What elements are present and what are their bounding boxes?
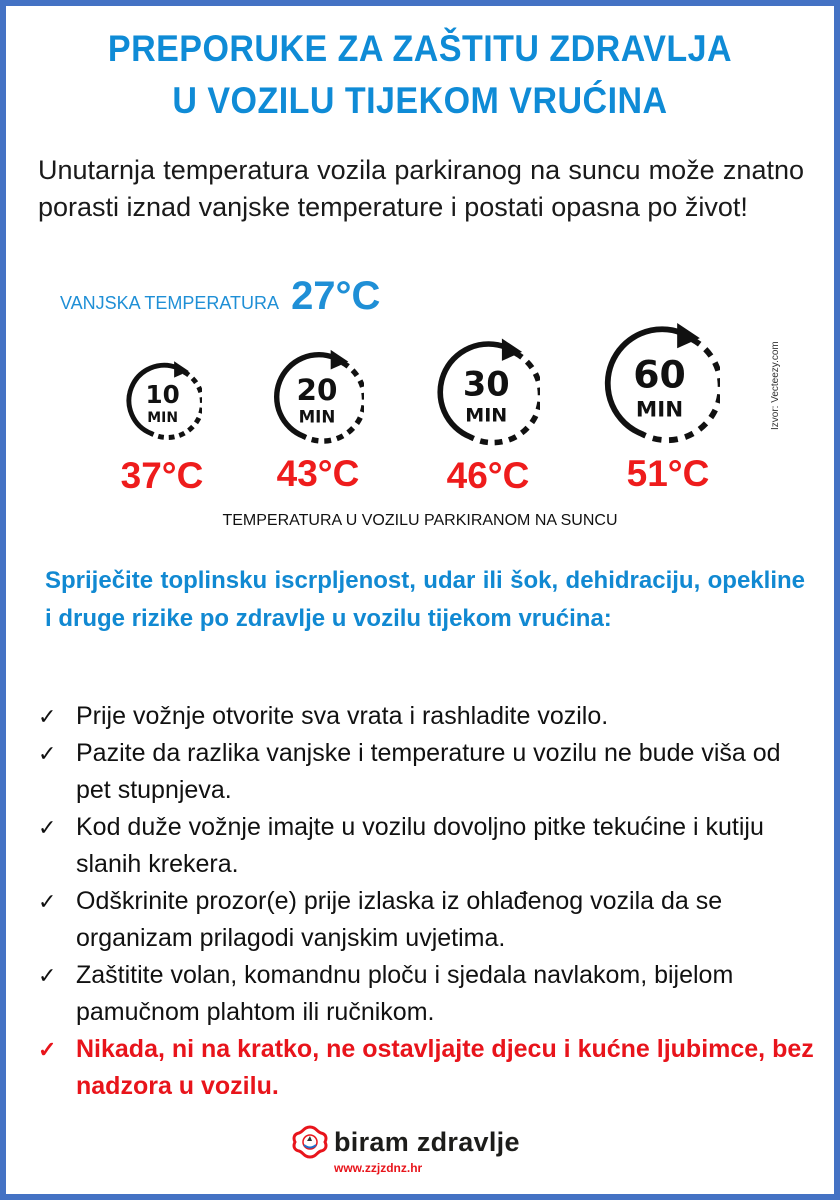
outside-temperature-label: VANJSKA TEMPERATURA xyxy=(60,293,280,313)
tip-item xyxy=(38,809,818,883)
tip-text: Nikada, ni na kratko, ne ostavljajte djecu i kućne ljubimce, bez nadzora u vozilu. xyxy=(76,1035,814,1100)
temperature-caption: TEMPERATURA U VOZILU PARKIRANOM NA SUNCU xyxy=(222,512,618,529)
timer-number: 30 xyxy=(462,364,510,404)
tip-item-warning xyxy=(38,1031,818,1105)
logo-emblem-icon xyxy=(292,1125,328,1159)
timer-unit: MIN xyxy=(147,409,179,426)
tip-text: Kod duže vožnje imajte u vozilu dovoljno pitke tekućine i kutiju slanih krekera. xyxy=(76,813,764,878)
tip-item xyxy=(38,883,818,957)
timer-icon-60 xyxy=(594,318,720,444)
outside-temperature-value: 27°C xyxy=(291,274,381,318)
outside-temperature xyxy=(60,274,380,319)
tips-list xyxy=(38,698,818,1105)
timer-number: 20 xyxy=(296,372,338,407)
title-line-1: PREPORUKE ZA ZAŠTITU ZDRAVLJA xyxy=(107,28,733,69)
checkmark-icon: ✓ xyxy=(38,815,57,840)
tip-text: Prije vožnje otvorite sva vrata i rashladite vozilo. xyxy=(76,702,609,730)
tip-item xyxy=(38,957,818,1031)
temp-30min: 46°C xyxy=(446,455,530,496)
checkmark-icon: ✓ xyxy=(38,889,57,914)
intro-paragraph: Unutarnja temperatura vozila parkiranog na suncu može znatno porasti iznad vanjske temperature i postati opasna po život! xyxy=(38,155,804,222)
image-source-credit: Izvor: Vecteezy.com xyxy=(770,341,781,430)
timer-icon-10 xyxy=(120,358,202,440)
title-line-2: U VOZILU TIJEKOM VRUĆINA xyxy=(172,80,668,121)
logo-text: biram zdravlje xyxy=(334,1126,520,1157)
tip-text: Odškrinite prozor(e) prije izlaska iz ohlađenog vozila da se organizam prilagodi vanjskim uvjetima. xyxy=(76,887,723,952)
tip-text: Pazite da razlika vanjske i temperature u vozilu ne bude viša od pet stupnjeva. xyxy=(76,739,781,804)
checkmark-icon: ✓ xyxy=(38,1037,57,1062)
timer-unit: MIN xyxy=(635,397,684,423)
logo xyxy=(292,1125,520,1159)
temp-20min: 43°C xyxy=(276,453,360,494)
tip-item xyxy=(38,698,818,735)
timer-unit: MIN xyxy=(298,407,336,427)
timer-number: 60 xyxy=(633,352,686,397)
timer-icon-20 xyxy=(266,346,364,444)
tip-item xyxy=(38,735,818,809)
timer-number: 10 xyxy=(145,380,180,410)
temp-10min: 37°C xyxy=(120,455,204,496)
website-link[interactable]: www.zzjzdnz.hr xyxy=(334,1161,423,1175)
temp-60min: 51°C xyxy=(626,453,710,494)
prevention-heading: Spriječite toplinsku iscrpljenost, udar ili šok, dehidraciju, opekline i druge rizike po zdravlje u vozilu tijekom vrućina: xyxy=(45,567,805,632)
timer-icon-30 xyxy=(428,334,540,446)
tip-text: Zaštitite volan, komandnu ploču i sjedala navlakom, bijelom pamučnom plahtom ili ručnikom. xyxy=(76,961,734,1026)
timer-unit: MIN xyxy=(465,404,508,427)
checkmark-icon: ✓ xyxy=(38,704,57,729)
checkmark-icon: ✓ xyxy=(38,963,57,988)
checkmark-icon: ✓ xyxy=(38,741,57,766)
